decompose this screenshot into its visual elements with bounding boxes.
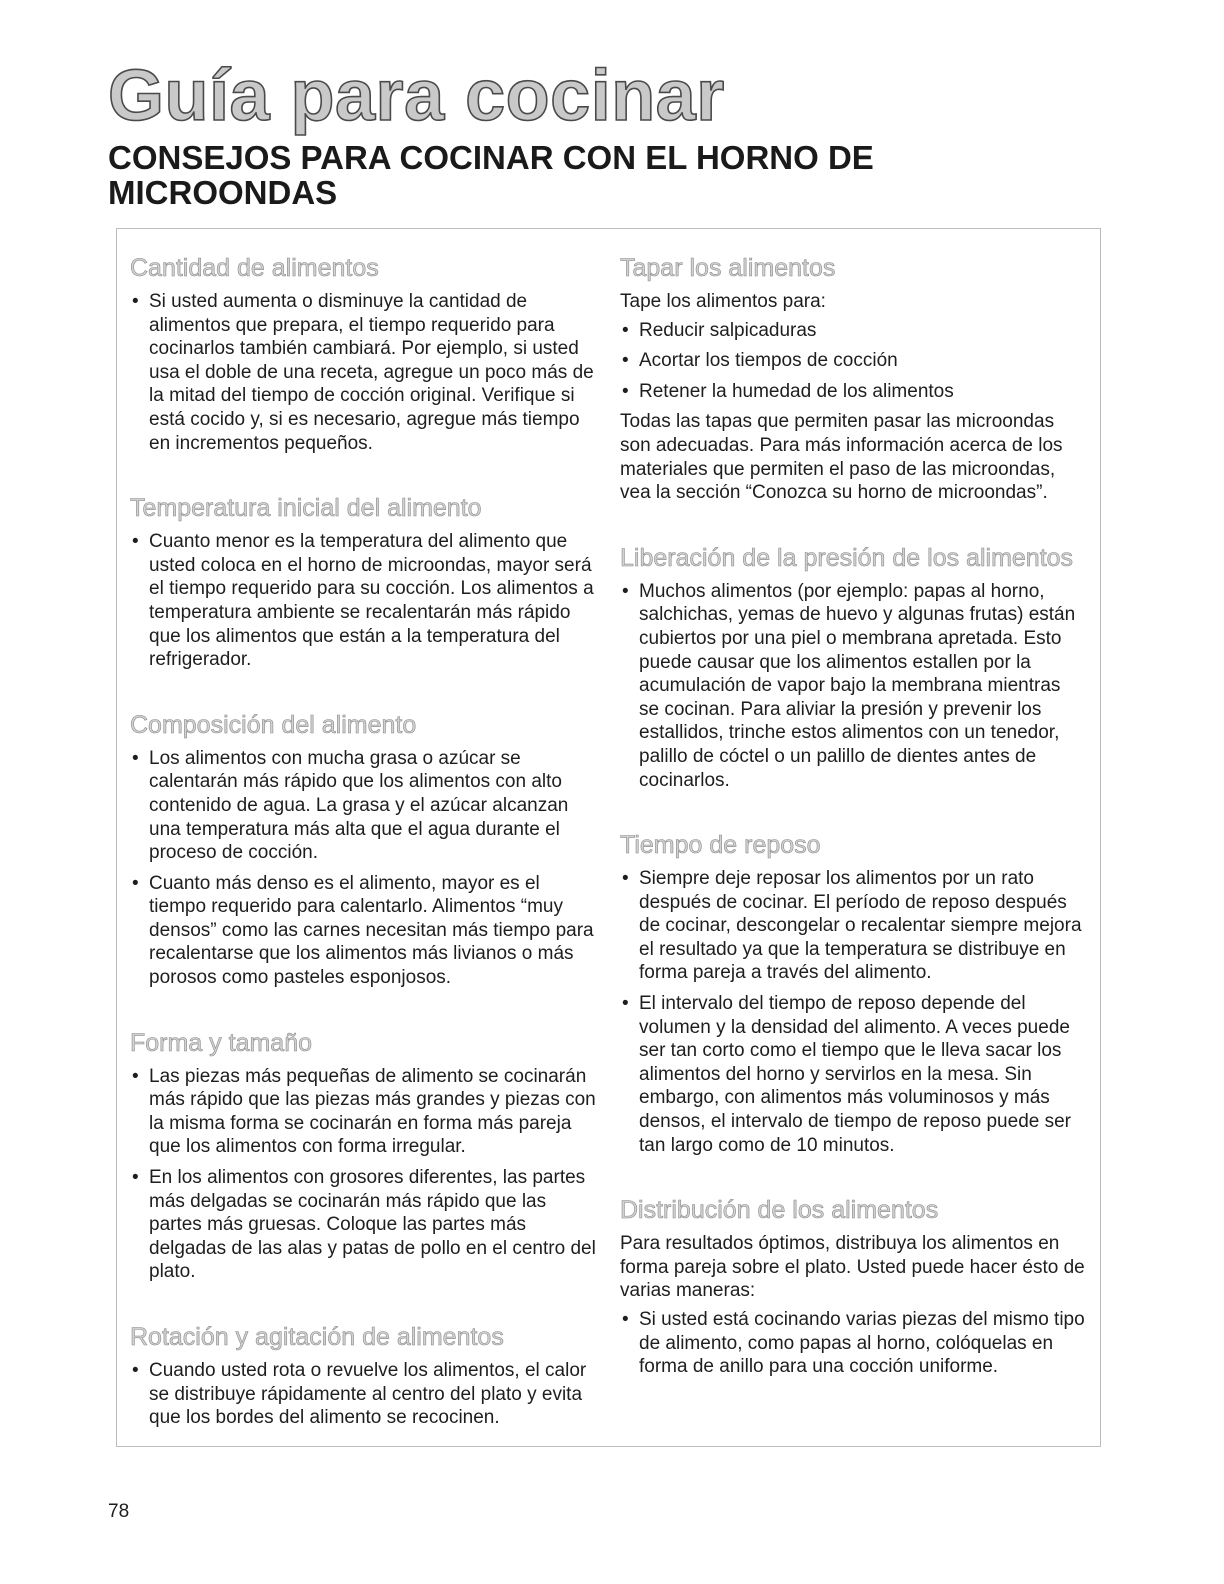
list-item: • Cuanto más denso es el alimento, mayor es el tiempo requerido para calentarlo. Alimentos “muy densos” como las carnes necesitan más tiempo para recalentarse que los alimentos más livianos o más porosos como pasteles esponjosos.: [130, 872, 600, 990]
section-composicion: [130, 709, 600, 990]
list-item: • Si usted está cocinando varias piezas del mismo tipo de alimento, como papas al horno, colóquelas en forma de anillo para una cocción uniforme.: [620, 1308, 1085, 1379]
bullet-list: [130, 747, 600, 990]
section-heading: Forma y tamaño: [130, 1028, 313, 1057]
list-item: • En los alimentos con grosores diferentes, las partes más delgadas se cocinarán más rápido que las partes más gruesas. Coloque las partes más delgadas de las alas y patas de pollo en el centro del plato.: [130, 1166, 600, 1284]
bullet-list: [620, 319, 1085, 404]
right-column: [620, 252, 1085, 1416]
section-temperatura: [130, 492, 600, 672]
list-item: • Cuanto menor es la temperatura del alimento que usted coloca en el horno de microondas, mayor será el tiempo requerido para su cocción. Los alimentos a temperatura ambiente se recalentarán más rápido que los alimentos que están a la temperatura del refrigerador.: [130, 530, 600, 672]
section-cantidad: [130, 252, 600, 455]
section-liberacion: [620, 542, 1085, 792]
bullet-list: [130, 530, 600, 672]
bullet-list: [620, 867, 1085, 1157]
bullet-list: [130, 290, 600, 455]
section-tapar: [620, 252, 1085, 505]
page-subtitle: CONSEJOS PARA COCINAR CON EL HORNO DE MICROONDAS: [108, 139, 874, 211]
section-heading: Liberación de la presión de los alimentos: [620, 543, 1074, 572]
list-item: • Siempre deje reposar los alimentos por un rato después de cocinar. El período de reposo después de cocinar, descongelar o recalentar siempre mejora el resultado ya que la temperatura se distribuye en forma pareja a través del alimento.: [620, 867, 1085, 985]
section-intro: Para resultados óptimos, distribuya los alimentos en forma pareja sobre el plato. Usted puede hacer ésto de varias maneras:: [620, 1233, 1085, 1302]
section-heading: Rotación y agitación de alimentos: [130, 1323, 504, 1351]
section-rotacion: [130, 1321, 600, 1430]
section-heading: Tiempo de reposo: [620, 831, 821, 860]
section-heading: Temperatura inicial del alimento: [130, 494, 482, 523]
bullet-list: [620, 1308, 1085, 1379]
section-heading: Cantidad de alimentos: [130, 254, 379, 282]
bullet-list: [130, 1065, 600, 1284]
list-item: • Acortar los tiempos de cocción: [620, 349, 1085, 373]
list-item: • Reducir salpicaduras: [620, 319, 1085, 343]
section-heading: Distribución de los alimentos: [620, 1196, 939, 1225]
list-item: • Muchos alimentos (por ejemplo: papas al horno, salchichas, yemas de huevo y algunas frutas) están cubiertos por una piel o membrana apretada. Esto puede causar que los alimentos estallen por la acumulación de vapor bajo la membrana mientras se cocinan. Para aliviar la presión y prevenir los estallidos, trinche estos alimentos con un tenedor, palillo de cóctel o un palillo de dientes antes de cocinarlos.: [620, 580, 1085, 792]
section-reposo: [620, 829, 1085, 1157]
bullet-list: [130, 1359, 600, 1430]
list-item: • Cuando usted rota o revuelve los alimentos, el calor se distribuye rápidamente al centro del plato y evita que los bordes del alimento se recocinen.: [130, 1359, 600, 1430]
page-number: 78: [108, 1501, 130, 1522]
section-outro: Todas las tapas que permiten pasar las microondas son adecuadas. Para más información acerca de los materiales que permiten el paso de las microondas, vea la sección “Conozca su horno de microondas”.: [620, 411, 1063, 504]
section-heading: Tapar los alimentos: [620, 254, 836, 282]
list-item: • El intervalo del tiempo de reposo depende del volumen y la densidad del alimento. A veces puede ser tan corto como el tiempo que le lleva sacar los alimentos del horno y servirlos en la mesa. Sin embargo, con alimentos más voluminosos y más densos, el intervalo de tiempo de reposo puede ser tan largo como de 10 minutos.: [620, 992, 1085, 1157]
section-heading: Composición del alimento: [130, 710, 417, 739]
section-distribucion: [620, 1194, 1085, 1379]
list-item: • Los alimentos con mucha grasa o azúcar se calentarán más rápido que los alimentos con alto contenido de agua. La grasa y el azúcar alcanzan una temperatura más alta que el agua durante el proceso de cocción.: [130, 747, 600, 865]
list-item: • Si usted aumenta o disminuye la cantidad de alimentos que prepara, el tiempo requerido para cocinarlos también cambiará. Por ejemplo, si usted usa el doble de una receta, agregue un poco más de la mitad del tiempo de cocción original. Verifique si está cocido y, si es necesario, agregue más tiempo en incrementos pequeños.: [130, 290, 600, 455]
list-item: • Retener la humedad de los alimentos: [620, 380, 1085, 404]
section-forma: [130, 1027, 600, 1284]
section-intro: Tape los alimentos para:: [620, 291, 826, 312]
page-title: Guía para cocinar: [108, 56, 725, 136]
bullet-list: [620, 580, 1085, 792]
left-column: [130, 252, 600, 1467]
list-item: • Las piezas más pequeñas de alimento se cocinarán más rápido que las piezas más grandes y piezas con la misma forma se cocinarán en forma más pareja que los alimentos con forma irregular.: [130, 1065, 600, 1159]
